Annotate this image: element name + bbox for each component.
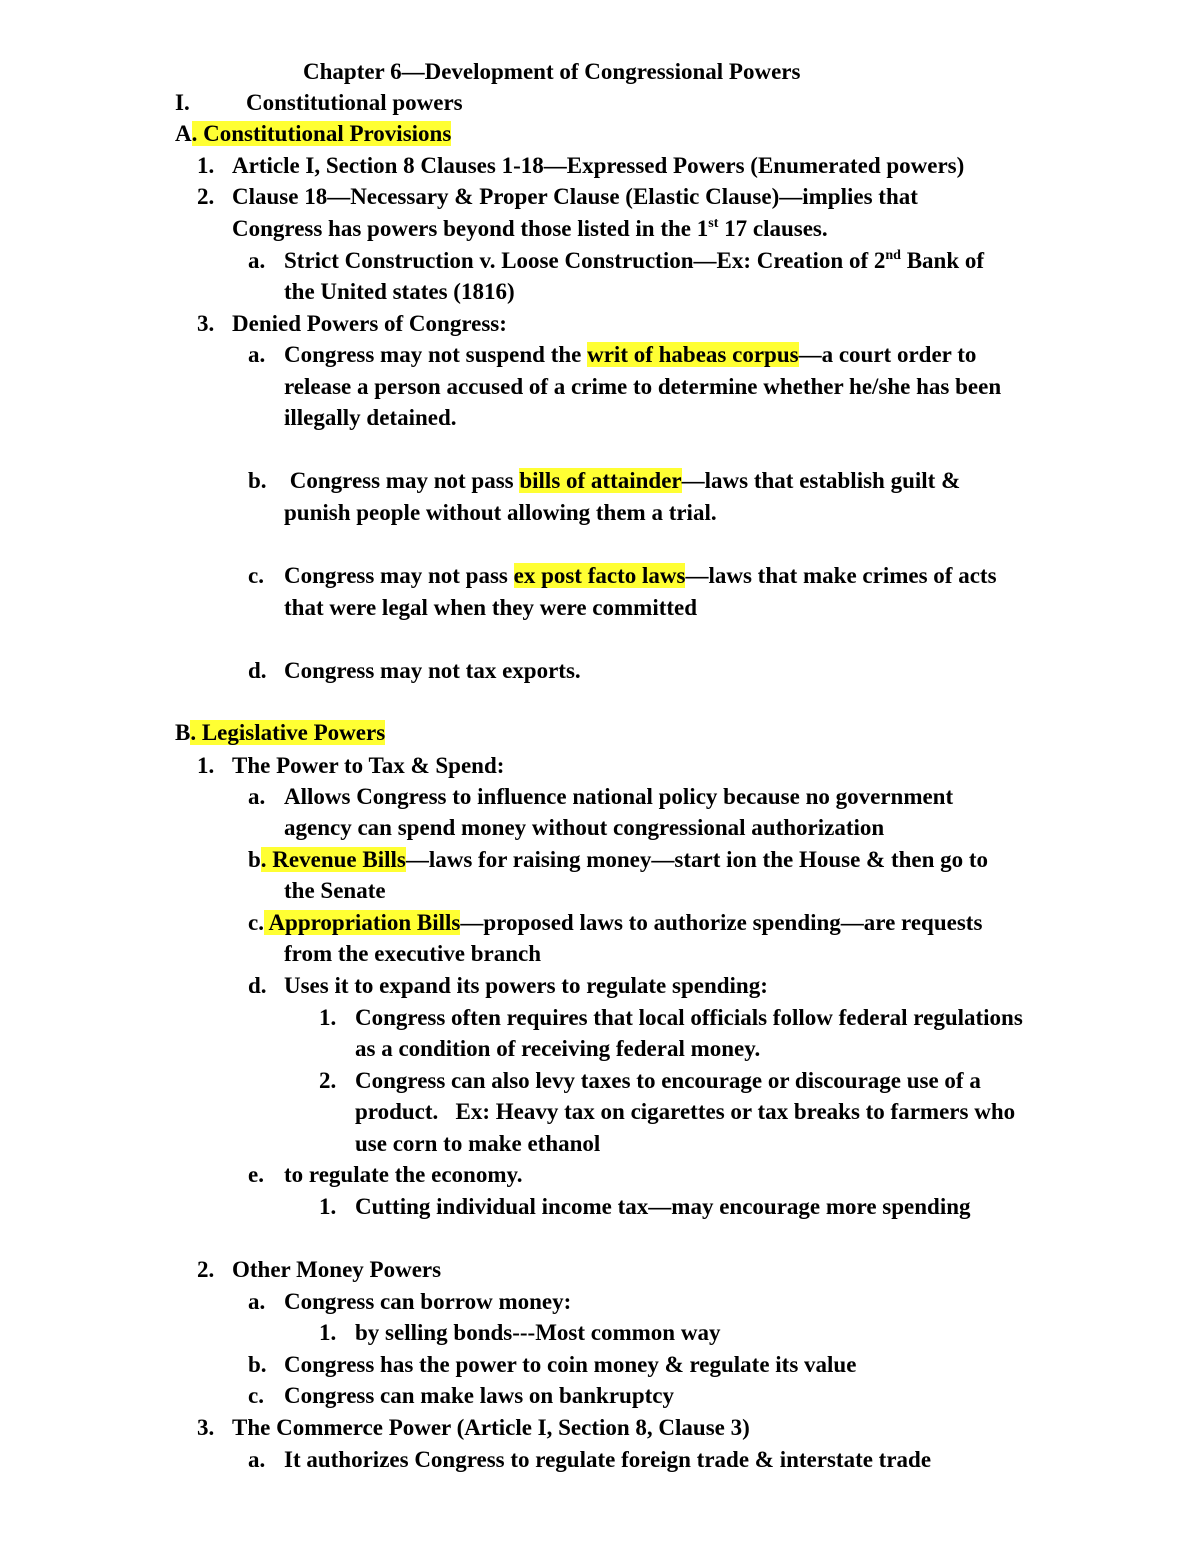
outline-line: Cutting individual income tax—may encourage more spending: [355, 1194, 971, 1219]
outline-line: punish people without allowing them a trial.: [284, 500, 717, 525]
outline-line: as a condition of receiving federal money.: [355, 1036, 761, 1061]
outline-line: use corn to make ethanol: [355, 1131, 601, 1156]
outline-roman-heading: Constitutional powers: [246, 90, 463, 115]
list-marker: 3.: [197, 1415, 215, 1440]
list-marker: b.: [248, 468, 267, 493]
highlighted-term: ex post facto laws: [513, 563, 686, 588]
list-marker: b: [248, 847, 261, 872]
highlighted-term: . Revenue Bills: [260, 847, 406, 872]
list-marker: 3.: [197, 311, 215, 336]
list-marker: d.: [248, 658, 267, 683]
text-segment: —laws that make crimes of acts: [685, 563, 997, 588]
list-marker: a.: [248, 248, 266, 273]
outline-line: the Senate: [284, 878, 386, 903]
outline-line: [232, 215, 828, 243]
outline-line: [248, 846, 988, 874]
outline-line: Congress may not tax exports.: [284, 658, 581, 683]
list-marker: a.: [248, 342, 266, 367]
list-marker: c.: [248, 1383, 264, 1408]
list-marker: 2.: [197, 1257, 215, 1282]
highlighted-term: . Constitutional Provisions: [191, 121, 452, 146]
text-segment: —laws for raising money—start ion the House & then go to: [405, 847, 989, 872]
list-marker: 1.: [319, 1194, 337, 1219]
outline-line: the United states (1816): [284, 279, 515, 304]
outline-line: The Commerce Power (Article I, Section 8, Clause 3): [232, 1415, 750, 1440]
highlighted-term: bills of attainder: [519, 468, 682, 493]
list-marker: b.: [248, 1352, 267, 1377]
outline-line: It authorizes Congress to regulate foreign trade & interstate trade: [284, 1447, 932, 1472]
list-marker: 1.: [319, 1320, 337, 1345]
list-marker: a.: [248, 1289, 266, 1314]
list-marker: c.: [248, 563, 264, 588]
highlighted-term: . Legislative Powers: [190, 720, 386, 745]
outline-line: to regulate the economy.: [284, 1162, 523, 1187]
page-title: Chapter 6—Development of Congressional Powers: [303, 59, 801, 84]
outline-line: Allows Congress to influence national policy because no government: [284, 784, 954, 809]
section-a-heading: [175, 120, 451, 148]
outline-line: Article I, Section 8 Clauses 1-18—Expressed Powers (Enumerated powers): [232, 153, 965, 178]
list-marker: 2.: [197, 184, 215, 209]
outline-line: Denied Powers of Congress:: [232, 311, 507, 336]
list-marker: 1.: [197, 753, 215, 778]
list-marker: e.: [248, 1162, 264, 1187]
outline-line: [284, 341, 976, 369]
text-segment: Bank of: [900, 248, 985, 273]
text-segment: —laws that establish guilt &: [681, 468, 961, 493]
section-marker: B: [175, 720, 191, 745]
outline-line: by selling bonds---Most common way: [355, 1320, 721, 1345]
text-segment: —proposed laws to authorize spending—are requests: [460, 910, 983, 935]
highlighted-term: Appropriation Bills: [263, 910, 461, 935]
superscript: st: [708, 216, 719, 231]
list-marker: c.: [248, 910, 264, 935]
outline-line: [284, 247, 984, 275]
outline-line: Congress can also levy taxes to encourage or discourage use of a: [355, 1068, 981, 1093]
outline-line: Congress has the power to coin money & regulate its value: [284, 1352, 857, 1377]
section-marker: A: [175, 121, 192, 146]
outline-line: Clause 18—Necessary & Proper Clause (Elastic Clause)—implies that: [232, 184, 918, 209]
outline-line: that were legal when they were committed: [284, 595, 698, 620]
outline-line: Congress often requires that local officials follow federal regulations: [355, 1005, 1023, 1030]
outline-line: product. Ex: Heavy tax on cigarettes or tax breaks to farmers who: [355, 1099, 1016, 1124]
outline-line: Other Money Powers: [232, 1257, 442, 1282]
outline-line: release a person accused of a crime to determine whether he/she has been: [284, 374, 1002, 399]
outline-line: illegally detained.: [284, 405, 457, 430]
outline-roman-marker: I.: [175, 90, 190, 115]
outline-line: Congress can make laws on bankruptcy: [284, 1383, 674, 1408]
outline-line: [248, 909, 982, 937]
section-b-heading: [175, 719, 385, 747]
outline-line: Uses it to expand its powers to regulate spending:: [284, 973, 768, 998]
outline-line: [284, 562, 997, 590]
list-marker: a.: [248, 1447, 266, 1472]
list-marker: 1.: [319, 1005, 337, 1030]
outline-line: The Power to Tax & Spend:: [232, 753, 505, 778]
text-segment: Congress may not pass: [284, 468, 520, 493]
highlighted-term: writ of habeas corpus: [587, 342, 799, 367]
superscript: nd: [885, 248, 901, 263]
text-segment: Congress has powers beyond those listed in the 1: [232, 216, 709, 241]
text-segment: Congress may not pass: [284, 563, 514, 588]
outline-line: Congress can borrow money:: [284, 1289, 572, 1314]
text-segment: 17 clauses.: [718, 216, 828, 241]
text-segment: Strict Construction v. Loose Construction—Ex: Creation of 2: [284, 248, 886, 273]
outline-line: [284, 467, 960, 495]
list-marker: d.: [248, 973, 267, 998]
list-marker: 2.: [319, 1068, 337, 1093]
list-marker: 1.: [197, 153, 215, 178]
list-marker: a.: [248, 784, 266, 809]
outline-line: agency can spend money without congressional authorization: [284, 815, 885, 840]
outline-line: from the executive branch: [284, 941, 541, 966]
text-segment: —a court order to: [798, 342, 977, 367]
text-segment: Congress may not suspend the: [284, 342, 588, 367]
